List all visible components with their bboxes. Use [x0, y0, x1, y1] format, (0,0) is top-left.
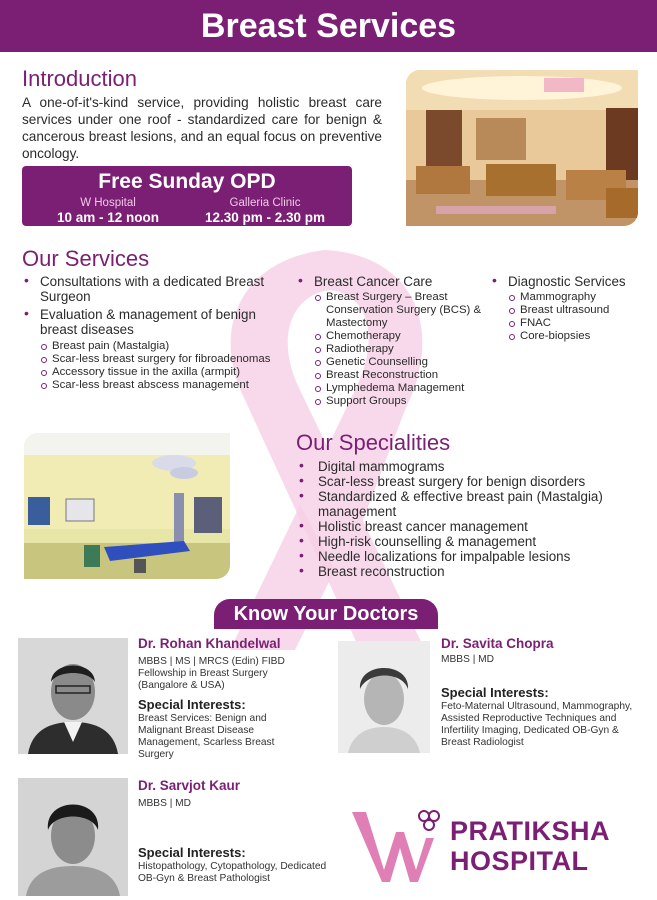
- pratiksha-hospital-logo: [352, 808, 642, 886]
- free-sunday-opd-box: [22, 166, 352, 226]
- logo-text-line2: HOSPITAL: [450, 846, 589, 876]
- service-subitem: Breast pain (Mastalgia): [40, 340, 292, 353]
- doctor-name: Dr. Sarvjot Kaur: [138, 778, 241, 793]
- speciality-item: • Holistic breast cancer management: [296, 519, 641, 534]
- doctor-qualifications: MBBS | MD: [138, 798, 192, 809]
- opd-title: Free Sunday OPD: [98, 170, 276, 193]
- service-subitem: Breast ultrasound: [508, 304, 650, 317]
- doctor-name: Dr. Savita Chopra: [441, 636, 554, 651]
- service-item: [22, 307, 292, 392]
- service-item-label: Evaluation & management of benign breast diseases: [40, 307, 256, 337]
- opd-location-time: 12.30 pm - 2.30 pm: [204, 210, 326, 225]
- services-column-3: [490, 274, 650, 346]
- service-item-label: Diagnostic Services: [508, 274, 626, 289]
- operating-room-photo: [24, 433, 230, 579]
- service-item: [490, 274, 650, 343]
- speciality-item: • High-risk counselling & management: [296, 534, 641, 549]
- service-item: [296, 274, 484, 408]
- service-subitem: Genetic Counselling: [314, 356, 484, 369]
- service-subitem: Breast Surgery – Breast Conservation Surgery (BCS) & Mastectomy: [314, 291, 484, 330]
- specialities-heading: Our Specialities: [296, 430, 451, 455]
- doctor-special-interests-label: Special Interests:: [138, 845, 246, 860]
- service-subitem: Scar-less breast abscess management: [40, 379, 292, 392]
- doctor-name: Dr. Rohan Khandelwal: [138, 636, 281, 651]
- services-heading: Our Services: [22, 246, 150, 271]
- opd-location-name: Galleria Clinic: [229, 197, 301, 209]
- opd-location-galleria-clinic: [190, 197, 340, 226]
- speciality-item: • Scar-less breast surgery for benign disorders: [296, 474, 641, 489]
- service-item-label: Consultations with a dedicated Breast Surgeon: [40, 274, 265, 304]
- service-subitem: Support Groups: [314, 395, 484, 408]
- opd-location-name: W Hospital: [80, 197, 136, 209]
- service-subitem: Core-biopsies: [508, 330, 650, 343]
- doctor-qualifications: MBBS | MS | MRCS (Edin) FIBD Fellowship in Breast Surgery (Bangalore & USA): [138, 656, 285, 691]
- service-subitem: Radiotherapy: [314, 343, 484, 356]
- know-your-doctors-heading: Know Your Doctors: [214, 599, 438, 629]
- doctor-special-interests: Histopathology, Cytopathology, Dedicated OB-Gyn & Breast Pathologist: [138, 861, 327, 884]
- service-subitem: Scar-less breast surgery for fibroadenomas: [40, 353, 292, 366]
- service-item: [22, 274, 292, 304]
- lounge-photo: [406, 70, 638, 226]
- service-subitem: Chemotherapy: [314, 330, 484, 343]
- speciality-item: • Breast reconstruction: [296, 564, 641, 579]
- speciality-item: • Standardized & effective breast pain (Mastalgia) management: [296, 489, 641, 519]
- speciality-item: • Digital mammograms: [296, 459, 641, 474]
- doctor-photo-sarvjot-kaur: [18, 778, 128, 896]
- doctor-special-interests: Feto-Maternal Ultrasound, Mammography, Assisted Reproductive Techniques and Infertility Imaging, Dedicated OB-Gyn & Breast Radiologist: [441, 701, 633, 748]
- service-subitem: Accessory tissue in the axilla (armpit): [40, 366, 292, 379]
- doctor-qualifications: MBBS | MD: [441, 654, 495, 665]
- services-column-2: [296, 274, 484, 411]
- specialities-list: [296, 459, 641, 579]
- service-subitem: Lymphedema Management: [314, 382, 484, 395]
- logo-text-line1: PRATIKSHA: [450, 816, 611, 846]
- introduction-text: A one-of-it's-kind service, providing holistic breast care services under one roof - standardized care for benign & cancerous breast lesions, and an equal focus on preventive oncology.: [22, 95, 382, 161]
- doctor-photo-rohan-khandelwal: [18, 638, 128, 754]
- introduction-heading: Introduction: [22, 66, 137, 91]
- service-subitem: FNAC: [508, 317, 650, 330]
- speciality-item: • Needle localizations for impalpable lesions: [296, 549, 641, 564]
- doctor-photo-savita-chopra: [338, 641, 430, 753]
- doctor-special-interests-label: Special Interests:: [138, 697, 246, 712]
- opd-location-time: 10 am - 12 noon: [56, 210, 160, 225]
- doctor-special-interests: Breast Services: Benign and Malignant Breast Disease Management, Scarless Breast Surgery: [138, 713, 275, 760]
- pratiksha-w-logo-icon: [352, 808, 442, 886]
- service-item-label: Breast Cancer Care: [314, 274, 433, 289]
- page-title: Breast Services: [0, 0, 657, 52]
- services-column-1: [22, 274, 292, 395]
- service-subitem: Mammography: [508, 291, 650, 304]
- service-subitem: Breast Reconstruction: [314, 369, 484, 382]
- opd-location-w-hospital: [48, 197, 168, 226]
- doctor-special-interests-label: Special Interests:: [441, 685, 549, 700]
